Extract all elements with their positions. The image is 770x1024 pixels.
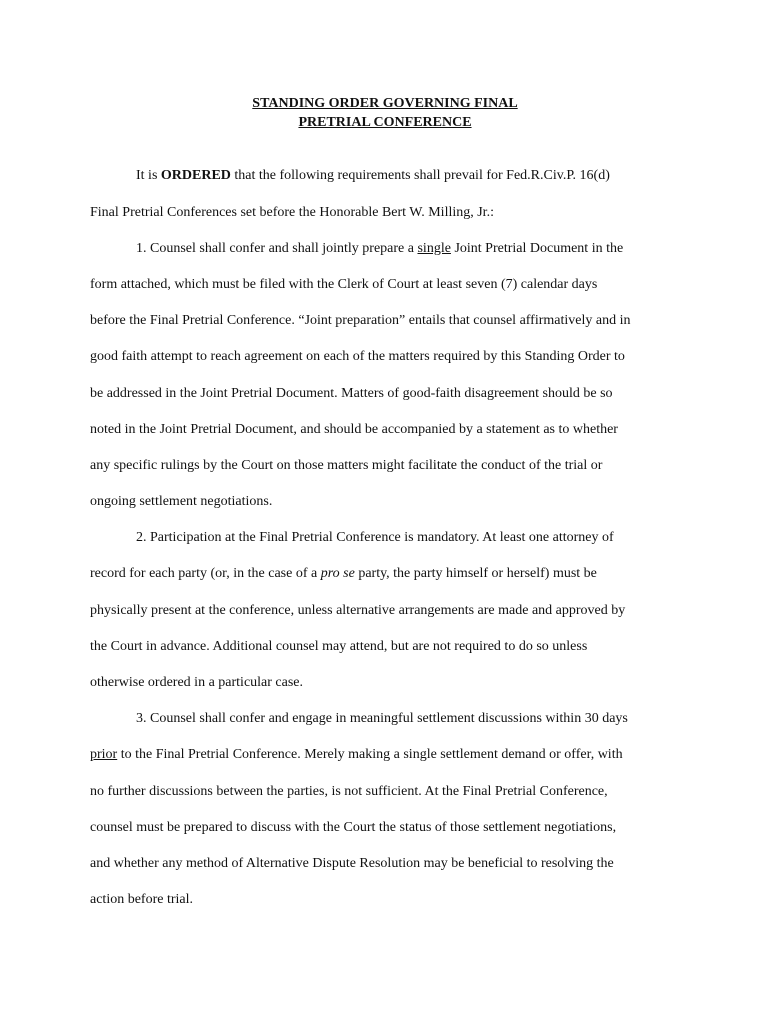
para1-line-7: any specific rulings by the Court on those matters might facilitate the conduct of the trial or xyxy=(90,458,603,473)
para1-line-8: ongoing settlement negotiations. xyxy=(90,494,273,509)
para1-line-6: noted in the Joint Pretrial Document, and should be accompanied by a statement as to whether xyxy=(90,422,618,437)
para1-line-3: before the Final Pretrial Conference. “Joint preparation” entails that counsel affirmatively and in xyxy=(90,313,631,328)
para1-line-5: be addressed in the Joint Pretrial Document. Matters of good-faith disagreement should be so xyxy=(90,386,613,401)
pro-se-italic: pro se xyxy=(320,566,355,581)
prior-underlined: prior xyxy=(90,747,118,762)
para2-line-5: otherwise ordered in a particular case. xyxy=(90,675,304,690)
intro-line-1: It is ORDERED that the following requirements shall prevail for Fed.R.Civ.P. 16(d) xyxy=(136,168,610,183)
ordered-emphasis: ORDERED xyxy=(160,168,231,183)
title-line-2: PRETRIAL CONFERENCE xyxy=(298,115,472,130)
para3-line-1: 3. Counsel shall confer and engage in meaningful settlement discussions within 30 days xyxy=(136,711,628,726)
title-line-1: STANDING ORDER GOVERNING FINAL xyxy=(252,96,518,111)
para2-line-3: physically present at the conference, unless alternative arrangements are made and approved by xyxy=(90,603,626,618)
para1-line-1: 1. Counsel shall confer and shall jointly prepare a single Joint Pretrial Document in the xyxy=(136,241,624,256)
para3-line-2: prior to the Final Pretrial Conference. Merely making a single settlement demand or offer, with xyxy=(90,747,623,762)
para2-line-4: the Court in advance. Additional counsel may attend, but are not required to do so unless xyxy=(90,639,588,654)
intro-line-2: Final Pretrial Conferences set before the Honorable Bert W. Milling, Jr.: xyxy=(90,205,494,220)
para3-line-3: no further discussions between the parties, is not sufficient. At the Final Pretrial Conference, xyxy=(90,784,608,799)
para2-line-2: record for each party (or, in the case of a pro se party, the party himself or herself) must be xyxy=(90,566,597,581)
para1-line-4: good faith attempt to reach agreement on each of the matters required by this Standing Order to xyxy=(90,349,625,364)
para3-line-6: action before trial. xyxy=(90,892,194,907)
para3-line-5: and whether any method of Alternative Dispute Resolution may be beneficial to resolving the xyxy=(90,856,614,871)
para1-line-2: form attached, which must be filed with the Clerk of Court at least seven (7) calendar days xyxy=(90,277,598,292)
single-underlined: single xyxy=(417,241,451,256)
para3-line-4: counsel must be prepared to discuss with the Court the status of those settlement negotiations, xyxy=(90,820,617,835)
para2-line-1: 2. Participation at the Final Pretrial Conference is mandatory. At least one attorney of xyxy=(136,530,614,545)
